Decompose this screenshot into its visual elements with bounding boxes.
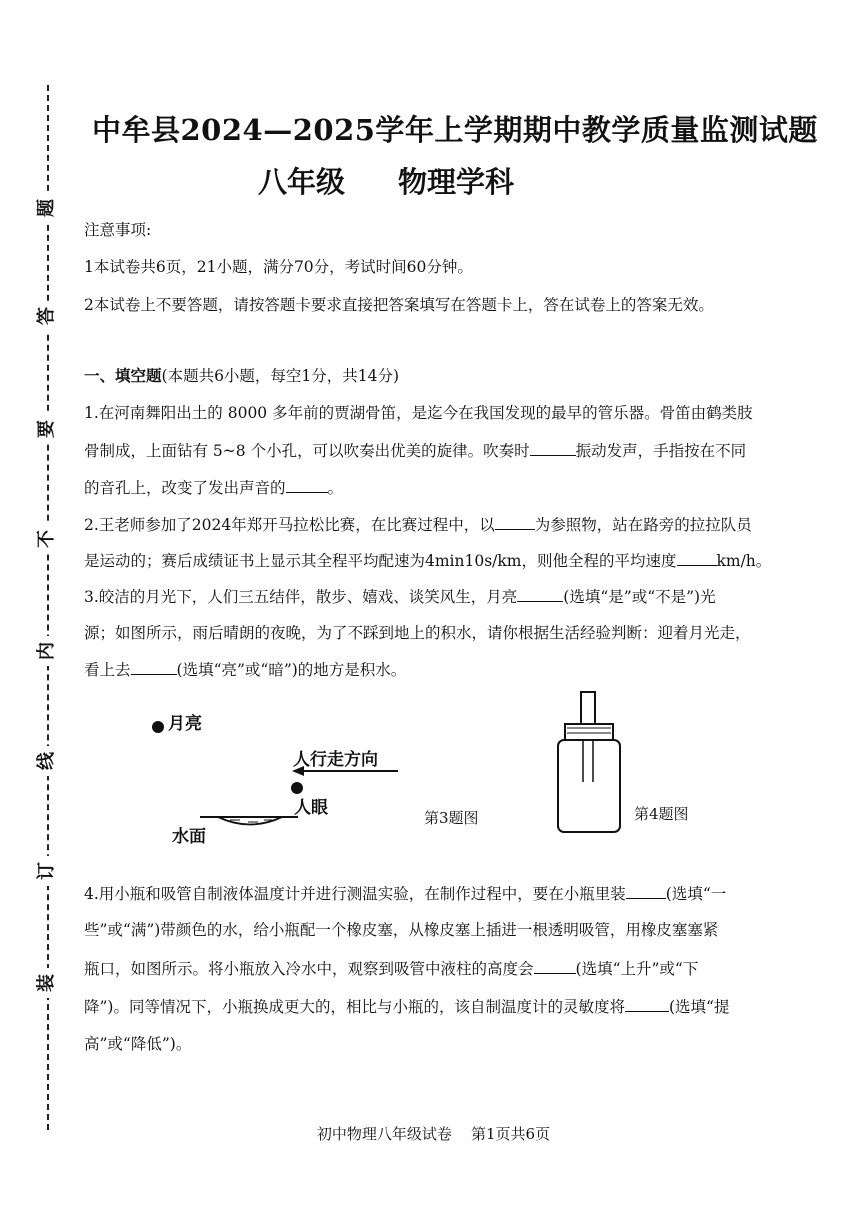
q2-line [84,550,771,571]
q2-text: 2.王老师参加了2024年郑开马拉松比赛，在比赛过程中，以 [84,516,495,534]
q2-text: 为参照物，站在路旁的拉拉队员 [534,516,752,534]
answer-blank [534,958,576,974]
q3-line [84,586,716,607]
q1-line: 1.在河南舞阳出土的 8000 多年前的贾湖骨笛，是迄今在我国发现的最早的管乐器。骨笛由鹤类肢 [84,404,753,422]
q3-text: 3.皎洁的月光下，人们三五结伴，散步、嬉戏、谈笑风生，月亮 [84,588,518,606]
answer-blank [530,440,576,456]
page-footer: 初中物理八年级试卷 第1页共6页 [316,1125,551,1143]
figure-4-diagram [550,690,630,835]
q4-text: 4.用小瓶和吸管自制液体温度计并进行测温实验，在制作过程中，要在小瓶里装 [84,885,626,903]
binding-char: 要 [36,414,58,444]
q4-text: 降”)。同等情况下，小瓶换成更大的，相比与小瓶的，该自制温度计的灵敏度将 [84,998,625,1016]
q1-text: 骨制成，上面钻有 5~8 个小孔，可以吹奏出优美的旋律。吹奏时 [84,442,530,460]
q4-text: (选填“提 [668,998,730,1016]
q2-text: 是运动的；赛后成绩证书上显示其全程平均配速为4min10s/km，则他全程的平均速度 [84,552,677,570]
notice-heading: 注意事项: [84,221,152,239]
binding-char: 线 [36,746,58,776]
water-label: 水面 [172,827,206,847]
moon-label: 月亮 [168,714,202,734]
binding-char: 答 [36,301,58,331]
answer-blank [286,477,328,493]
q3-text: 看上去 [84,661,131,679]
eye-label: 人眼 [294,798,328,818]
q3-text: (选填“亮”或“暗”)的地方是积水。 [176,661,407,679]
grade-label: 八年级 [258,165,346,199]
q2-line [84,514,752,535]
q4-text: (选填“上升”或“下 [575,960,699,978]
answer-blank [131,659,177,675]
exam-title: 中牟县2024—2025学年上学期期中教学质量监测试题 [92,113,818,147]
notice-item: 1本试卷共6页，21小题，满分70分，考试时间60分钟。 [84,258,473,276]
figure-3-caption: 第3题图 [424,809,479,827]
q1-line [84,477,343,498]
answer-blank [495,514,535,530]
q4-line: 高”或“降低”)。 [84,1035,192,1053]
answer-blank [677,550,717,566]
binding-char: 订 [36,856,58,886]
section-title: 一、填空题 [84,366,162,385]
q1-text: 的音孔上，改变了发出声音的 [84,479,286,497]
moon-dot [152,721,164,733]
binding-char: 题 [36,193,58,223]
binding-margin [32,85,62,1135]
answer-blank [625,996,669,1012]
q4-line [84,883,726,904]
q3-text: (选填“是”或“不是”)光 [563,588,716,606]
answer-blank [517,586,563,602]
q3-line: 源；如图所示，雨后晴朗的夜晚，为了不踩到地上的积水，请你根据生活经验判断：迎着月光走， [84,624,751,642]
q1-text: 。 [327,479,344,497]
subject-label: 物理学科 [398,165,515,199]
binding-char: 装 [36,968,58,998]
q4-text: 瓶口，如图所示。将小瓶放入冷水中，观察到吸管中液柱的高度会 [84,960,534,978]
q4-text: (选填“一 [665,885,727,903]
q4-line [84,958,698,979]
walk-direction-label: 人行走方向 [293,750,378,770]
q4-line: 些”或“满”)带颜色的水，给小瓶配一个橡皮塞，从橡皮塞上插进一根透明吸管，用橡皮塞塞紧 [84,921,719,939]
figure-4-caption: 第4题图 [634,805,689,823]
puddle-outline [218,817,282,825]
rubber-stopper [565,724,613,740]
section-heading [84,366,399,386]
q2-text: km/h。 [716,552,772,570]
q4-line [84,996,729,1017]
q1-text: 振动发声，手指按在不同 [575,442,747,460]
binding-char: 内 [36,636,58,666]
bottle [558,740,620,832]
answer-blank [626,883,666,899]
notice-item: 2本试卷上不要答题，请按答题卡要求直接把答案填写在答题卡上，答在试卷上的答案无效。 [84,296,714,314]
q1-line [84,440,746,461]
q3-line [84,659,406,680]
section-note: (本题共6小题，每空1分，共14分) [161,367,400,385]
binding-char: 不 [36,524,58,554]
